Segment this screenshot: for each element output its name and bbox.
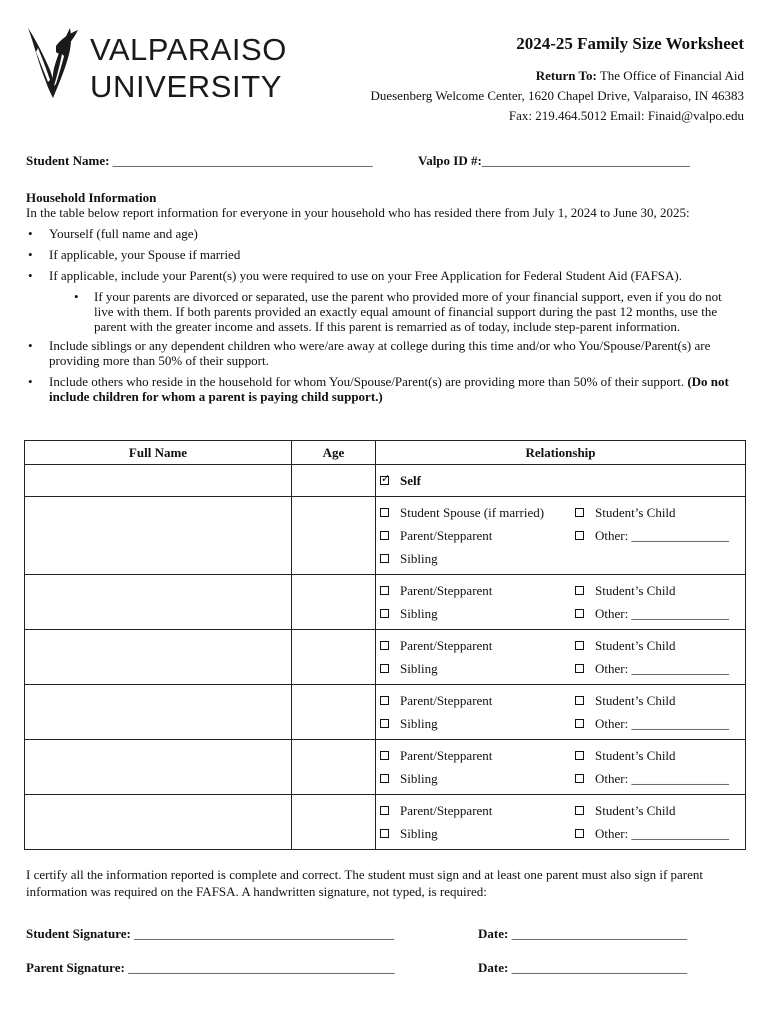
checkbox-icon[interactable] [380,774,389,783]
other-label: Other: _______________ [595,527,729,543]
list-item: • Include siblings or any dependent children who were/are away at college during this time and/or who You/Spouse/Parent(s) are providing more than 50% of their support. [26,338,746,368]
parent-option[interactable] [380,748,575,764]
checkbox-icon[interactable] [380,751,389,760]
child-label: Student’s Child [595,504,676,520]
checkbox-icon[interactable] [575,751,584,760]
parent-label: Parent/Stepparent [400,747,493,763]
full-name-cell[interactable] [25,497,292,575]
checkbox-icon[interactable] [380,719,389,728]
sibling-label: Sibling [400,605,438,621]
relationship-cell [376,497,746,575]
sibling-option[interactable] [380,551,575,567]
relationship-cell [376,575,746,630]
sibling-label: Sibling [400,825,438,841]
checkbox-icon[interactable] [575,508,584,517]
parent-option[interactable] [380,528,575,544]
office-contact: Fax: 219.464.5012 Email: Finaid@valpo.edu [508,108,744,123]
child-option[interactable] [575,803,676,819]
checkbox-icon[interactable] [575,696,584,705]
other-label: Other: _______________ [595,770,729,786]
full-name-cell[interactable] [25,465,292,497]
age-cell[interactable] [292,465,376,497]
list-item [26,268,746,334]
checkbox-icon[interactable] [575,531,584,540]
age-cell[interactable] [292,630,376,685]
date-label: Date: [478,926,512,941]
relationship-cell [376,740,746,795]
logo-wordmark-line1: VALPARAISO [90,32,287,67]
checked-checkbox-icon[interactable] [380,476,389,485]
child-label: Student’s Child [595,802,676,818]
checkbox-icon[interactable] [380,641,389,650]
sibling-option[interactable] [380,661,575,677]
checkbox-icon[interactable] [575,609,584,618]
other-label: Other: _______________ [595,825,729,841]
age-cell[interactable] [292,685,376,740]
child-option[interactable] [575,583,676,599]
sibling-option[interactable] [380,606,575,622]
household-members-table [24,440,746,850]
spouse-label: Student Spouse (if married) [400,504,545,520]
valpo-id-field[interactable] [418,153,690,169]
student-name-field[interactable] [26,153,373,169]
sibling-label: Sibling [400,550,438,566]
student-date-field[interactable] [478,926,687,942]
checkbox-icon[interactable] [380,586,389,595]
checkbox-icon[interactable] [575,774,584,783]
table-row [25,575,746,630]
other-option[interactable] [575,528,729,544]
household-intro: In the table below report information for everyone in your household who has resided there from July 1, 2024 to June 30, 2025: [26,205,690,220]
spouse-option[interactable] [380,505,575,521]
table-row [25,465,746,497]
office-address: Duesenberg Welcome Center, 1620 Chapel Drive, Valparaiso, IN 46383 [370,88,744,103]
parent-label: Parent/Stepparent [400,692,493,708]
table-row [25,685,746,740]
list-item-text: Include others who reside in the household for whom You/Spouse/Parent(s) are providing more than 50% of their support. [49,374,688,389]
list-item [26,374,746,404]
child-option[interactable] [575,748,676,764]
checkbox-icon[interactable] [380,531,389,540]
child-label: Student’s Child [595,692,676,708]
checkbox-icon[interactable] [575,586,584,595]
checkbox-icon[interactable] [380,609,389,618]
date-blank[interactable]: ___________________________ [511,926,688,941]
column-header-relationship: Relationship [376,441,746,465]
return-to-line [370,66,744,86]
age-cell[interactable] [292,497,376,575]
parent-signature-label: Parent Signature: [26,960,129,975]
table-row [25,497,746,575]
child-label: Student’s Child [595,582,676,598]
age-cell[interactable] [292,740,376,795]
full-name-cell[interactable] [25,795,292,850]
child-option[interactable] [575,505,676,521]
sub-list-item: • If your parents are divorced or separated, use the parent who provided more of your financial support, even if you do not live with them. If both parents provided an exactly equal amount of financial support during the past 12 months, use the parent with the greater income and assets. If this parent is remarried as of today, include step-parent information. [26,289,746,334]
child-option[interactable] [575,638,676,654]
column-header-age: Age [292,441,376,465]
checkbox-icon[interactable] [575,719,584,728]
sibling-option[interactable] [380,826,575,842]
column-header-full-name: Full Name [25,441,292,465]
parent-signature-field[interactable] [26,960,395,976]
other-label: Other: _______________ [595,660,729,676]
other-option[interactable] [575,826,729,842]
other-label: Other: _______________ [595,605,729,621]
checkbox-icon[interactable] [380,806,389,815]
other-label: Other: _______________ [595,715,729,731]
valpo-id-label: Valpo ID #: [418,153,482,168]
parent-signature-blank[interactable]: _________________________________________ [128,960,395,975]
sibling-label: Sibling [400,660,438,676]
other-option[interactable] [575,716,729,732]
parent-label: Parent/Stepparent [400,527,493,543]
parent-label: Parent/Stepparent [400,637,493,653]
table-header-row [25,441,746,465]
age-cell[interactable] [292,795,376,850]
relationship-cell [376,465,746,497]
relationship-cell [376,795,746,850]
checkbox-icon[interactable] [575,829,584,838]
list-item: • If applicable, your Spouse if married [26,247,746,262]
document-title: 2024-25 Family Size Worksheet [516,34,744,53]
student-name-label: Student Name: [26,153,113,168]
full-name-cell[interactable] [25,630,292,685]
parent-label: Parent/Stepparent [400,582,493,598]
date-label: Date: [478,960,512,975]
return-to-value: The Office of Financial Aid [596,68,744,83]
sibling-label: Sibling [400,715,438,731]
sibling-option[interactable] [380,771,575,787]
checkbox-icon[interactable] [380,508,389,517]
child-support-note: (Do not include children for whom a parent is paying child support.) [49,374,729,404]
checkbox-icon[interactable] [380,829,389,838]
full-name-cell[interactable] [25,740,292,795]
date-blank[interactable]: ___________________________ [511,960,688,975]
checkbox-icon[interactable] [575,641,584,650]
checkbox-icon[interactable] [380,664,389,673]
logo-wordmark-line2: UNIVERSITY [90,69,283,104]
checkbox-icon[interactable] [575,806,584,815]
flame-logo-icon [24,24,82,100]
self-label: Self [400,472,421,488]
child-label: Student’s Child [595,747,676,763]
household-instructions [26,226,746,404]
table-row [25,740,746,795]
checkbox-icon[interactable] [380,554,389,563]
student-signature-label: Student Signature: [26,926,135,941]
child-label: Student’s Child [595,637,676,653]
valpo-id-blank[interactable]: ________________________________ [481,153,690,168]
table-row [25,795,746,850]
university-logo [24,24,304,108]
list-item-text: If applicable, include your Parent(s) you were required to use on your Free Application for Federal Student Aid (FAFSA). [49,268,682,283]
document-header [370,34,744,126]
parent-label: Parent/Stepparent [400,802,493,818]
parent-option[interactable] [380,638,575,654]
student-signature-blank[interactable]: ________________________________________ [134,926,395,941]
sibling-label: Sibling [400,770,438,786]
checkbox-icon[interactable] [380,696,389,705]
household-title: Household Information [26,190,157,205]
sub-list [49,289,746,334]
other-option[interactable] [575,606,729,622]
full-name-cell[interactable] [25,575,292,630]
table-row [25,630,746,685]
parent-option[interactable] [380,583,575,599]
other-option[interactable] [575,661,729,677]
parent-date-field[interactable] [478,960,687,976]
self-option[interactable] [380,473,421,489]
return-to-label: Return To: [535,68,597,83]
other-option[interactable] [575,771,729,787]
parent-option[interactable] [380,803,575,819]
full-name-cell[interactable] [25,685,292,740]
relationship-cell [376,630,746,685]
parent-option[interactable] [380,693,575,709]
age-cell[interactable] [292,575,376,630]
household-information [26,190,746,410]
sibling-option[interactable] [380,716,575,732]
student-signature-field[interactable] [26,926,394,942]
child-option[interactable] [575,693,676,709]
certification-statement: I certify all the information reported is complete and correct. The student must sign and at least one parent must also sign if parent information was required on the FAFSA. A handwritten signature, not typed, is required: [26,867,704,899]
list-item: • Yourself (full name and age) [26,226,746,241]
relationship-cell [376,685,746,740]
checkbox-icon[interactable] [575,664,584,673]
student-name-blank[interactable]: ________________________________________ [112,153,373,168]
